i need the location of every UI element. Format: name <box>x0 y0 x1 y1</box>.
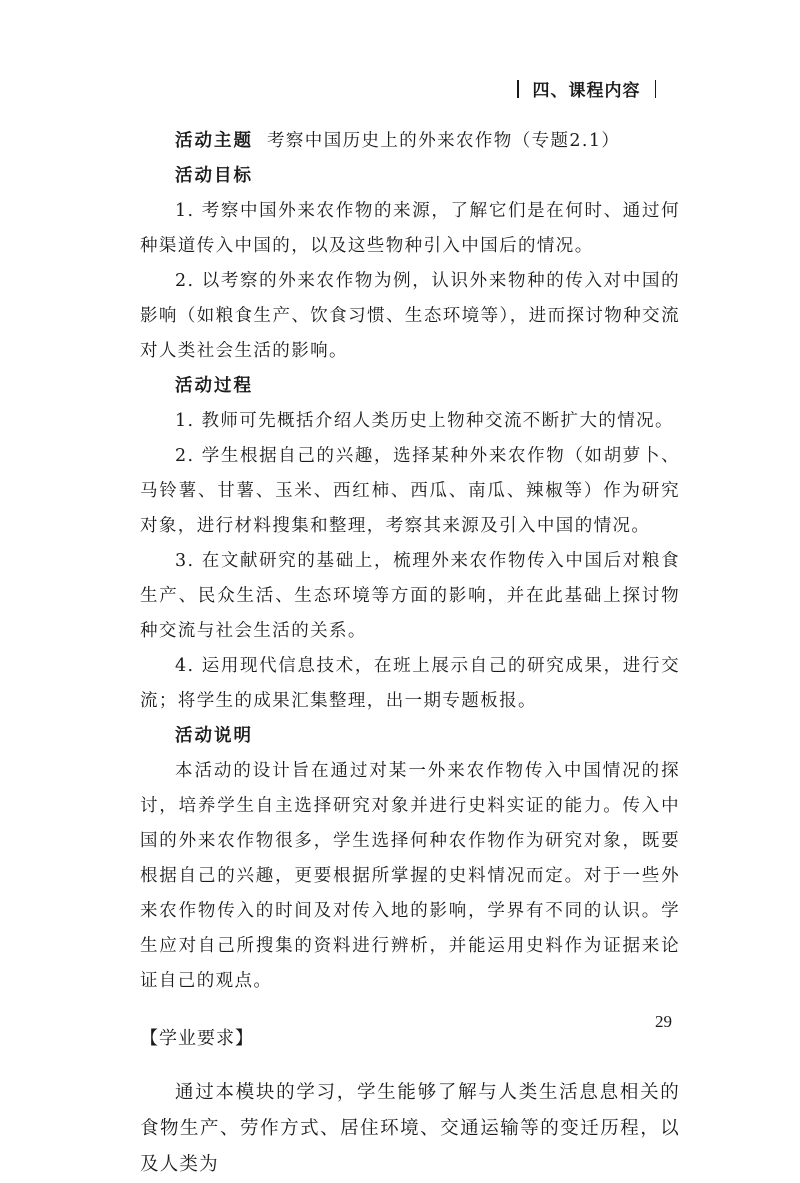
header-section-title: 四、课程内容 <box>532 81 641 101</box>
header-divider-right <box>655 80 657 98</box>
activity-note-text: 本活动的设计旨在通过对某一外来农作物传入中国情况的探讨，培养学生自主选择研究对象并进行史料实证的能力。传入中国的外来农作物很多，学生选择何种农作物作为研究对象，既要根据自己的兴趣，更要根据所掌握的史料情况而定。对于一些外来农作物传入的时间及对传入地的影响，学界有不同的认识。学生应对自己所搜集的资料进行辨析，并能运用史料作为证据来论证自己的观点。 <box>140 761 680 991</box>
requirements-text: 通过本模块的学习，学生能够了解与人类生活息息相关的食物生产、劳作方式、居住环境、交通运输等的变迁历程，以及人类为 <box>140 1082 680 1175</box>
activity-process-item: 4. 运用现代信息技术，在班上展示自己的研究成果，进行交流；将学生的成果汇集整理，出一期专题板报。 <box>140 656 680 711</box>
activity-theme-title: 考察中国历史上的外来农作物（专题2.1） <box>267 131 621 151</box>
activity-theme <box>140 124 680 159</box>
page-number: 29 <box>655 1012 672 1031</box>
header-divider-left <box>517 80 519 98</box>
page-content <box>140 124 680 1183</box>
activity-goal-item: 2. 以考察的外来农作物为例，认识外来物种的传入对中国的影响（如粮食生产、饮食习惯、生态环境等），进而探讨物种交流对人类社会生活的影响。 <box>140 271 680 361</box>
activity-note-heading: 活动说明 <box>175 726 253 746</box>
activity-goal-heading: 活动目标 <box>175 166 253 186</box>
activity-process-item: 1. 教师可先概括介绍人类历史上物种交流不断扩大的情况。 <box>175 411 674 431</box>
activity-process-item: 2. 学生根据自己的兴趣，选择某种外来农作物（如胡萝卜、马铃薯、甘薯、玉米、西红柿、西瓜、南瓜、辣椒等）作为研究对象，进行材料搜集和整理，考察其来源及引入中国的情况。 <box>140 446 680 536</box>
activity-process-item: 3. 在文献研究的基础上，梳理外来农作物传入中国后对粮食生产、民众生活、生态环境等方面的影响，并在此基础上探讨物种交流与社会生活的关系。 <box>140 551 680 641</box>
requirements-body <box>140 1075 680 1183</box>
activity-theme-label: 活动主题 <box>175 131 253 151</box>
activity-process-heading: 活动过程 <box>175 376 253 396</box>
requirements-heading: 【学业要求】 <box>140 1028 254 1049</box>
running-header <box>503 76 670 101</box>
activity-goal-item: 1. 考察中国外来农作物的来源，了解它们是在何时、通过何种渠道传入中国的，以及这些物种引入中国后的情况。 <box>140 201 680 256</box>
